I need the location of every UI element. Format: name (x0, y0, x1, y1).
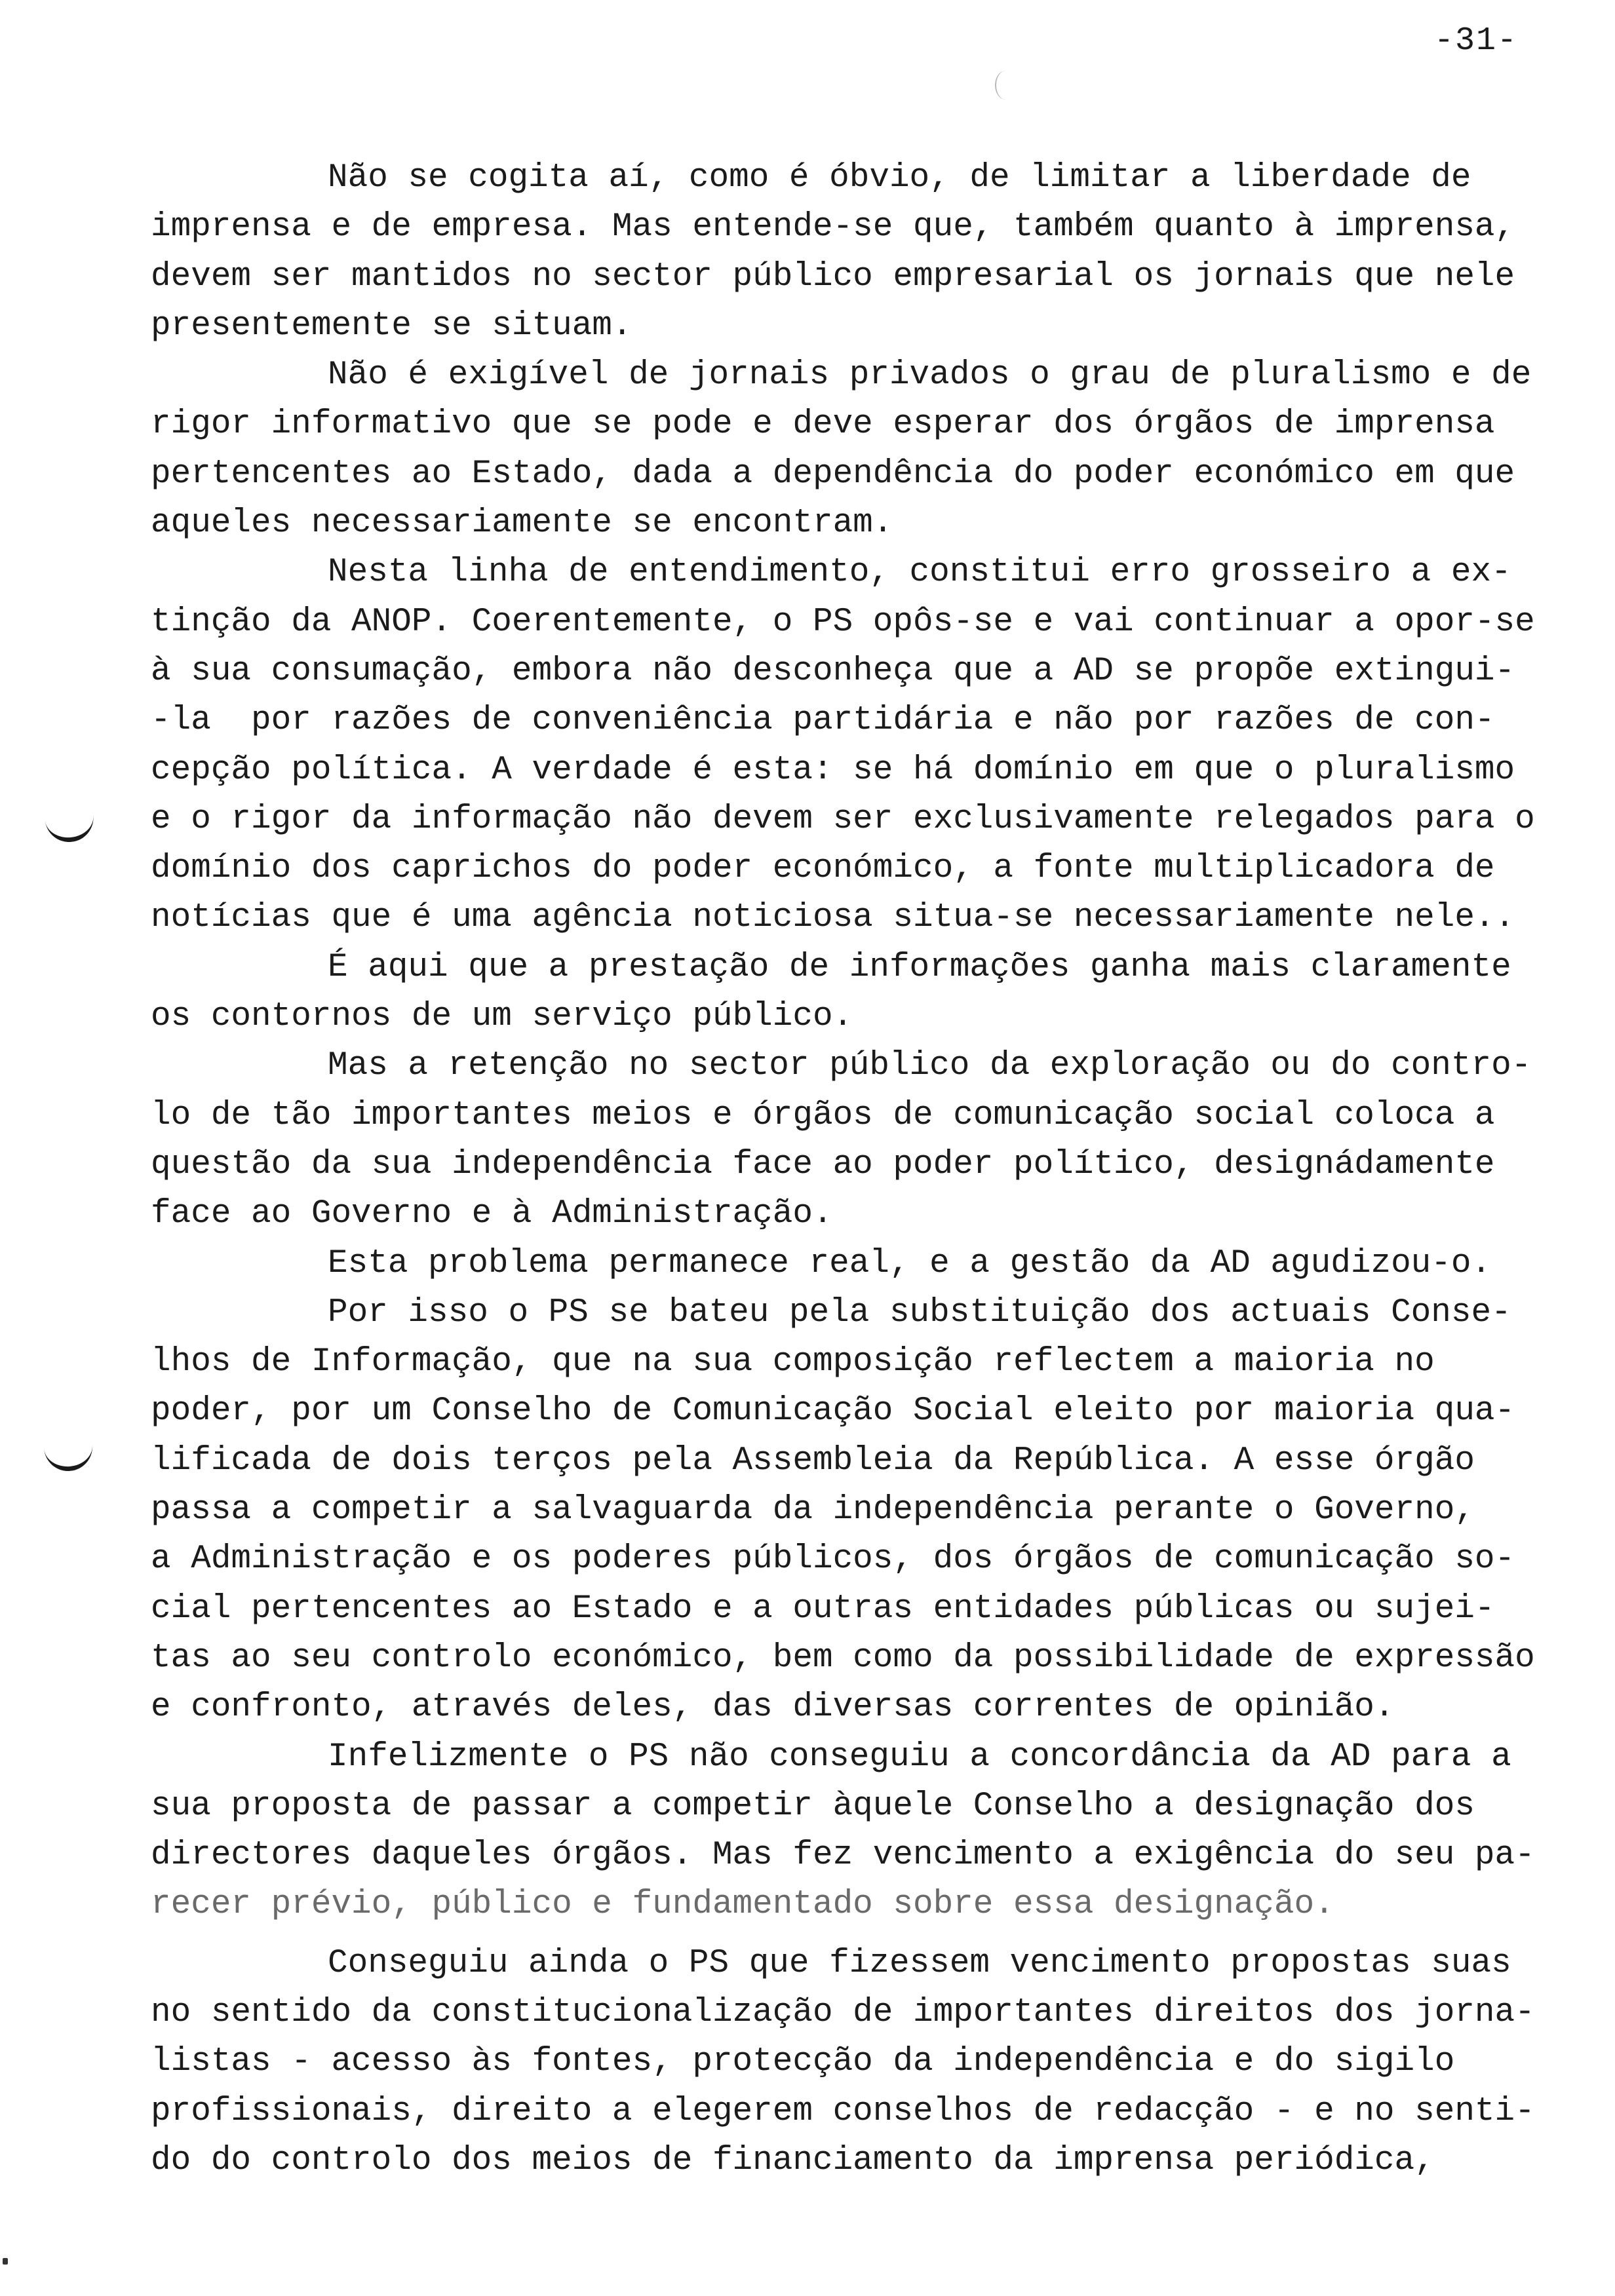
text-line: domínio dos caprichos do poder económico, a fonte multiplicadora de (151, 850, 1495, 888)
margin-check-mark (45, 810, 96, 844)
text-line: os contornos de um serviço público. (151, 998, 853, 1036)
text-line: cepção política. A verdade é esta: se há domínio em que o pluralismo (151, 751, 1515, 789)
margin-speck (3, 2258, 8, 2265)
text-line: Conseguiu ainda o PS que fizessem vencimento propostas suas (328, 1944, 1511, 1982)
text-line-faded: recer prévio, público e fundamentado sobre essa designação. (151, 1886, 1334, 1924)
text-line: Não é exigível de jornais privados o grau de pluralismo e de (328, 356, 1532, 394)
text-line: passa a competir a salvaguarda da independência perante o Governo, (151, 1491, 1475, 1529)
text-line: tinção da ANOP. Coerentemente, o PS opôs-se e vai continuar a opor-se (151, 603, 1535, 641)
text-line: a Administração e os poderes públicos, dos órgãos de comunicação so- (151, 1540, 1515, 1578)
text-line: Nesta linha de entendimento, constitui erro grosseiro a ex- (328, 554, 1511, 592)
page-number: -31- (1434, 22, 1519, 60)
text-line: questão da sua independência face ao poder político, designádamente (151, 1145, 1495, 1183)
text-line: devem ser mantidos no sector público empresarial os jornais que nele (151, 258, 1515, 296)
text-line: cial pertencentes ao Estado e a outras entidades públicas ou sujei- (151, 1590, 1495, 1628)
text-line: lificada de dois terços pela Assembleia da República. A esse órgão (151, 1442, 1475, 1480)
text-line: tas ao seu controlo económico, bem como da possibilidade de expressão (151, 1639, 1535, 1677)
text-line: -la por razões de conveniência partidária e não por razões de con- (151, 702, 1495, 740)
text-line: pertencentes ao Estado, dada a dependência do poder económico em que (151, 455, 1515, 493)
text-line: do do controlo dos meios de financiamento da imprensa periódica, (151, 2141, 1435, 2179)
text-line: listas - acesso às fontes, protecção da independência e do sigilo (151, 2043, 1455, 2081)
text-line: notícias que é uma agência noticiosa situa-se necessariamente nele.. (151, 899, 1515, 937)
text-line: Por isso o PS se bateu pela substituição dos actuais Conse- (328, 1293, 1511, 1331)
text-line: É aqui que a prestação de informações ganha mais claramente (328, 948, 1511, 986)
text-line: Não se cogita aí, como é óbvio, de limitar a liberdade de (328, 159, 1471, 197)
text-line: directores daqueles órgãos. Mas fez vencimento a exigência do seu pa- (151, 1837, 1535, 1875)
text-line: aqueles necessariamente se encontram. (151, 505, 893, 543)
margin-check-mark (44, 1440, 94, 1472)
text-line: sua proposta de passar a competir àquele Conselho a designação dos (151, 1787, 1475, 1825)
text-line: presentemente se situam. (151, 307, 632, 345)
text-line: profissionais, direito a elegerem conselhos de redacção - e no senti- (151, 2092, 1535, 2130)
text-line: e o rigor da informação não devem ser exclusivamente relegados para o (151, 800, 1535, 838)
text-line: à sua consumação, embora não desconheça que a AD se propõe extingui- (151, 652, 1515, 690)
text-line: imprensa e de empresa. Mas entende-se que, também quanto à imprensa, (151, 208, 1515, 246)
text-line: Esta problema permanece real, e a gestão da AD agudizou-o. (328, 1244, 1492, 1282)
text-line: e confronto, através deles, das diversas correntes de opinião. (151, 1689, 1395, 1727)
document-body (151, 153, 1535, 2185)
text-line: Infelizmente o PS não conseguiu a concordância da AD para a (328, 1738, 1511, 1776)
text-line: poder, por um Conselho de Comunicação Social eleito por maioria qua- (151, 1392, 1515, 1430)
text-line: lhos de Informação, que na sua composição reflectem a maioria no (151, 1343, 1435, 1381)
text-line: rigor informativo que se pode e deve esperar dos órgãos de imprensa (151, 406, 1495, 444)
text-line: lo de tão importantes meios e órgãos de comunicação social coloca a (151, 1096, 1495, 1134)
text-line: face ao Governo e à Administração. (151, 1195, 833, 1233)
paper-smudge (995, 71, 1016, 100)
text-line: no sentido da constitucionalização de importantes direitos dos jorna- (151, 1993, 1535, 2031)
text-line: Mas a retenção no sector público da exploração ou do contro- (328, 1047, 1532, 1085)
